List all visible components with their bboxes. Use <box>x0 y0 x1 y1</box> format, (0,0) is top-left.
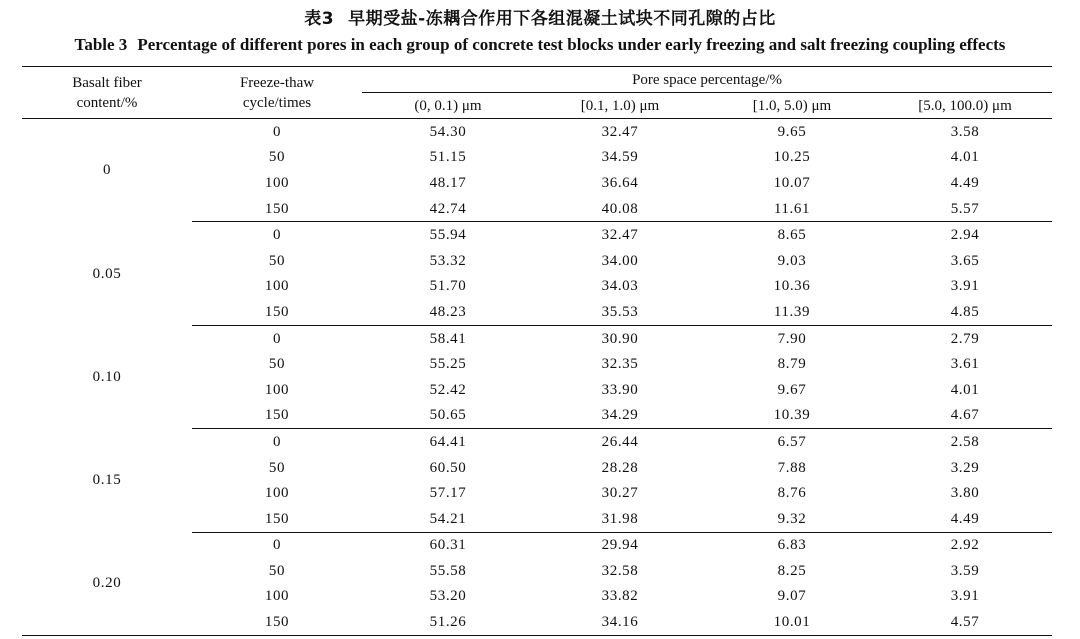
header-cycle-line1: Freeze-thaw <box>239 74 315 91</box>
fiber-content-cell: 0.20 <box>92 575 122 592</box>
pore-value-cell: 32.35 <box>601 356 639 373</box>
pore-value-cell: 29.94 <box>601 537 639 554</box>
cycle-cell: 100 <box>264 381 290 398</box>
pore-value-cell: 3.61 <box>950 356 980 373</box>
pore-value-cell: 31.98 <box>534 506 706 532</box>
pore-value-cell: 8.65 <box>777 227 807 244</box>
pore-value-cell: 34.16 <box>601 614 639 631</box>
pore-value-cell: 6.57 <box>777 433 807 450</box>
pore-value-cell: 3.65 <box>950 252 980 269</box>
pore-value-cell: 40.08 <box>534 196 706 222</box>
pore-value-cell: 3.29 <box>950 459 980 476</box>
cycle-cell: 0 <box>272 123 282 140</box>
pore-value-cell: 52.42 <box>429 381 467 398</box>
cycle-cell: 50 <box>268 356 286 373</box>
pore-value-cell: 34.29 <box>534 403 706 429</box>
table-number-cn: 表3 <box>304 9 335 29</box>
pore-value-cell: 54.21 <box>362 506 534 532</box>
header-cycle-line2: cycle/times <box>242 94 312 111</box>
pore-value-cell: 32.58 <box>601 562 639 579</box>
table-row <box>22 119 1052 145</box>
table-title-cn: 早期受盐-冻耦合作用下各组混凝土试块不同孔隙的占比 <box>348 9 776 29</box>
pore-value-cell: 9.67 <box>777 381 807 398</box>
pore-value-cell: 4.49 <box>878 506 1052 532</box>
header-pore-range-4: [5.0, 100.0) μm <box>878 93 1052 119</box>
fiber-content-cell: 0.15 <box>92 472 122 489</box>
pore-value-cell: 32.47 <box>601 123 639 140</box>
pore-percentage-table <box>22 66 1052 636</box>
pore-value-cell: 51.26 <box>429 614 467 631</box>
header-fiber-content <box>22 67 192 119</box>
table-header <box>22 67 1052 119</box>
pore-value-cell: 3.58 <box>950 123 980 140</box>
cycle-cell: 0 <box>272 433 282 450</box>
pore-value-cell: 8.25 <box>777 562 807 579</box>
cycle-cell: 0 <box>272 330 282 347</box>
pore-value-cell: 9.65 <box>777 123 807 140</box>
pore-value-cell: 11.39 <box>706 299 878 325</box>
pore-value-cell: 53.32 <box>429 252 467 269</box>
table-row <box>22 532 1052 558</box>
cycle-cell: 150 <box>192 506 362 532</box>
pore-value-cell: 9.07 <box>777 588 807 605</box>
pore-value-cell: 53.20 <box>429 588 467 605</box>
pore-value-cell: 10.39 <box>706 403 878 429</box>
pore-value-cell: 55.25 <box>429 356 467 373</box>
cycle-cell: 150 <box>192 299 362 325</box>
pore-value-cell: 2.94 <box>950 227 980 244</box>
pore-value-cell: 9.32 <box>706 506 878 532</box>
cycle-cell: 50 <box>268 149 286 166</box>
table-number-en: Table 3 <box>74 35 128 54</box>
pore-value-cell: 51.70 <box>429 278 467 295</box>
pore-value-cell: 30.90 <box>601 330 639 347</box>
pore-value-cell: 4.57 <box>950 614 980 631</box>
header-freeze-thaw-cycle <box>192 67 362 119</box>
pore-value-cell: 5.57 <box>878 196 1052 222</box>
pore-value-cell: 4.01 <box>950 381 980 398</box>
pore-value-cell: 3.80 <box>950 485 980 502</box>
pore-value-cell: 48.23 <box>362 299 534 325</box>
header-fiber-line2: content/% <box>76 94 138 111</box>
pore-value-cell: 2.92 <box>950 537 980 554</box>
cycle-cell: 50 <box>268 252 286 269</box>
pore-value-cell: 57.17 <box>429 485 467 502</box>
pore-value-cell: 3.59 <box>950 562 980 579</box>
pore-value-cell: 33.90 <box>601 381 639 398</box>
pore-value-cell: 7.90 <box>777 330 807 347</box>
pore-value-cell: 4.49 <box>950 174 980 191</box>
pore-value-cell: 7.88 <box>777 459 807 476</box>
cycle-cell: 150 <box>192 196 362 222</box>
cycle-cell: 150 <box>264 614 290 631</box>
pore-value-cell: 60.31 <box>429 537 467 554</box>
pore-value-cell: 50.65 <box>362 403 534 429</box>
pore-value-cell: 3.91 <box>950 278 980 295</box>
pore-value-cell: 48.17 <box>429 174 467 191</box>
pore-value-cell: 4.67 <box>878 403 1052 429</box>
pore-value-cell: 4.85 <box>878 299 1052 325</box>
pore-value-cell: 34.59 <box>601 149 639 166</box>
fiber-content-cell: 0.10 <box>92 368 122 385</box>
pore-value-cell: 2.58 <box>950 433 980 450</box>
pore-value-cell: 33.82 <box>601 588 639 605</box>
table-row <box>22 325 1052 351</box>
pore-value-cell: 51.15 <box>429 149 467 166</box>
fiber-content-cell: 0.05 <box>92 265 122 282</box>
pore-value-cell: 34.03 <box>601 278 639 295</box>
cycle-cell: 0 <box>272 227 282 244</box>
pore-value-cell: 3.91 <box>950 588 980 605</box>
pore-value-cell: 6.83 <box>777 537 807 554</box>
header-pore-space-percentage: Pore space percentage/% <box>632 71 782 88</box>
pore-value-cell: 34.00 <box>601 252 639 269</box>
pore-value-cell: 55.94 <box>429 227 467 244</box>
pore-value-cell: 10.01 <box>773 614 811 631</box>
table-title-en: Percentage of different pores in each group of concrete test blocks under early freezing and salt freezing coupling effects <box>137 35 1006 54</box>
pore-value-cell: 8.79 <box>777 356 807 373</box>
cycle-cell: 100 <box>264 278 290 295</box>
pore-value-cell: 35.53 <box>534 299 706 325</box>
pore-value-cell: 30.27 <box>601 485 639 502</box>
fiber-content-cell: 0 <box>102 162 112 179</box>
pore-value-cell: 55.58 <box>429 562 467 579</box>
pore-value-cell: 28.28 <box>601 459 639 476</box>
table-row <box>22 222 1052 248</box>
cycle-cell: 100 <box>264 485 290 502</box>
pore-value-cell: 42.74 <box>362 196 534 222</box>
table-caption-chinese <box>0 4 1080 29</box>
pore-value-cell: 58.41 <box>429 330 467 347</box>
pore-value-cell: 4.01 <box>950 149 980 166</box>
pore-value-cell: 11.61 <box>706 196 878 222</box>
cycle-cell: 0 <box>272 537 282 554</box>
pore-value-cell: 10.25 <box>773 149 811 166</box>
cycle-cell: 150 <box>192 403 362 429</box>
pore-value-cell: 8.76 <box>777 485 807 502</box>
header-pore-range-3: [1.0, 5.0) μm <box>706 93 878 119</box>
table-caption-english <box>0 35 1080 55</box>
header-pore-range-1: (0, 0.1) μm <box>362 93 534 119</box>
cycle-cell: 100 <box>264 174 290 191</box>
pore-value-cell: 10.07 <box>773 174 811 191</box>
pore-value-cell: 64.41 <box>429 433 467 450</box>
pore-value-cell: 54.30 <box>429 123 467 140</box>
pore-value-cell: 32.47 <box>601 227 639 244</box>
pore-value-cell: 36.64 <box>601 174 639 191</box>
cycle-cell: 50 <box>268 459 286 476</box>
pore-value-cell: 60.50 <box>429 459 467 476</box>
header-pore-range-2: [0.1, 1.0) μm <box>534 93 706 119</box>
table-body <box>22 119 1052 636</box>
pore-value-cell: 9.03 <box>777 252 807 269</box>
cycle-cell: 50 <box>268 562 286 579</box>
pore-value-cell: 26.44 <box>601 433 639 450</box>
table-row <box>22 429 1052 455</box>
header-fiber-line1: Basalt fiber <box>72 74 142 91</box>
pore-value-cell: 2.79 <box>950 330 980 347</box>
cycle-cell: 100 <box>264 588 290 605</box>
pore-value-cell: 10.36 <box>773 278 811 295</box>
